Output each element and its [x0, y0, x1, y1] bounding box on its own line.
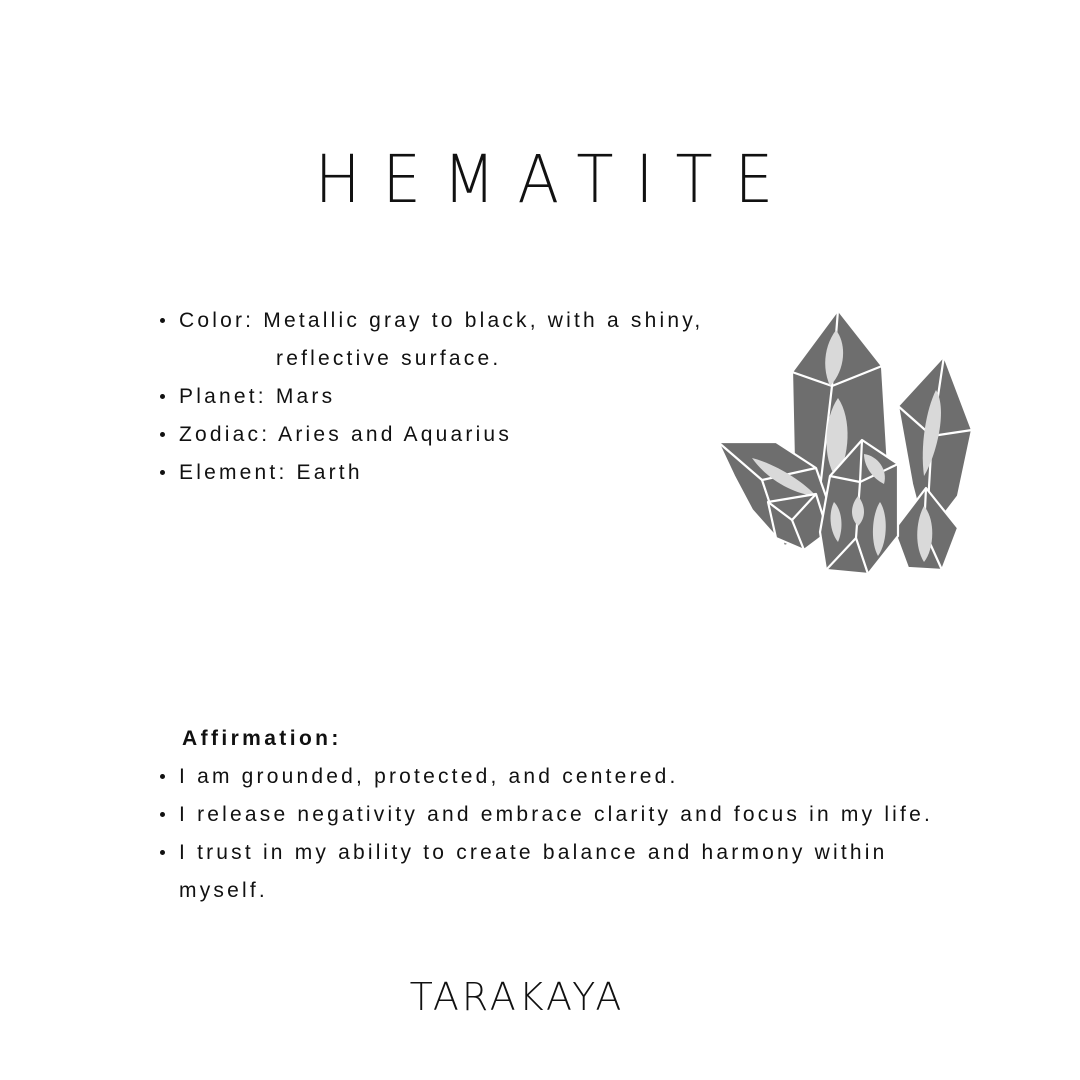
- bullet-icon: [160, 812, 165, 817]
- affirmation-list: [160, 758, 940, 910]
- affirmation-text: I release negativity and embrace clarity and focus in my life.: [179, 803, 933, 826]
- bullet-icon: [160, 432, 165, 437]
- planet-property: Planet: Mars: [179, 385, 336, 408]
- list-item: [160, 758, 940, 796]
- element-property: Element: Earth: [179, 461, 363, 484]
- list-item: [160, 834, 940, 910]
- property-list: [160, 302, 800, 492]
- list-item: [160, 416, 800, 454]
- crystal-cluster-icon: [712, 306, 978, 588]
- brand-name: TARAKAYA: [409, 975, 625, 1019]
- bullet-icon: [160, 774, 165, 779]
- bullet-icon: [160, 850, 165, 855]
- affirmation-heading: Affirmation:: [182, 727, 342, 750]
- affirmation-text: I am grounded, protected, and centered.: [179, 765, 679, 788]
- list-item: [160, 796, 940, 834]
- bullet-icon: [160, 470, 165, 475]
- list-item: [160, 378, 800, 416]
- color-property: Color: Metallic gray to black, with a shiny,: [179, 309, 704, 332]
- page-title: HEMATITE: [314, 141, 796, 218]
- color-property-continued: reflective surface.: [276, 347, 502, 370]
- zodiac-property: Zodiac: Aries and Aquarius: [179, 423, 513, 446]
- bullet-icon: [160, 318, 165, 323]
- list-item: [160, 454, 800, 492]
- list-item: [160, 302, 800, 378]
- bullet-icon: [160, 394, 165, 399]
- affirmation-text: I trust in my ability to create balance and harmony within myself.: [179, 841, 888, 902]
